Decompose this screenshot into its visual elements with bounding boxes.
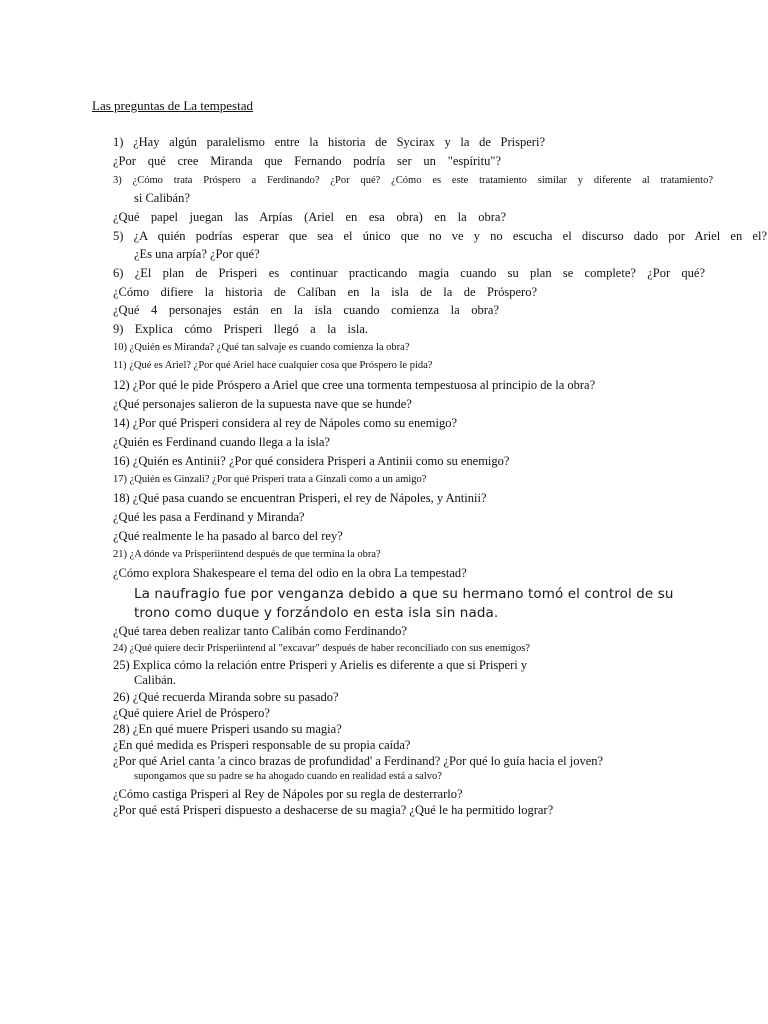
- question-19: ¿Qué les pasa a Ferdinand y Miranda?: [113, 510, 305, 524]
- question-25: 25) Explica cómo la relación entre Prisperi y Arielis es diferente a que si Prisperi y: [113, 658, 528, 672]
- question-24: 24) ¿Qué quiere decir Prisperiintend al "excavar" después de haber reconciliado con sus enemigos?: [113, 643, 531, 654]
- question-13: ¿Qué personajes salieron de la supuesta nave que se hunde?: [113, 397, 412, 411]
- question-18: 18) ¿Qué pasa cuando se encuentran Prisperi, el rey de Nápoles, y Antinii?: [113, 491, 487, 505]
- question-27: ¿Qué quiere Ariel de Próspero?: [113, 706, 270, 720]
- question-8: ¿Qué 4 personajes están en la isla cuando comienza la obra?: [113, 303, 499, 317]
- question-23: ¿Qué tarea deben realizar tanto Calibán como Ferdinando?: [113, 624, 407, 638]
- question-28: 28) ¿En qué muere Prisperi usando su magia?: [113, 722, 342, 736]
- handwritten-answer-line-1: La naufragio fue por venganza debido a que su hermano tomó el control de su: [134, 586, 674, 602]
- question-6: 6) ¿El plan de Prisperi es continuar practicando magia cuando su plan se complete? ¿Por qué?: [113, 266, 705, 280]
- question-3: 3) ¿Cómo trata Próspero a Ferdinando? ¿Por qué? ¿Cómo es este tratamiento similar y diferente al tratamiento?: [113, 175, 713, 186]
- question-16: 16) ¿Quién es Antinii? ¿Por qué considera Prisperi a Antinii como su enemigo?: [113, 454, 510, 468]
- question-29: ¿En qué medida es Prisperi responsable de su propia caída?: [113, 738, 411, 752]
- question-9: 9) Explica cómo Prisperi llegó a la isla.: [113, 322, 368, 336]
- question-2: ¿Por qué cree Miranda que Fernando podría ser un "espíritu"?: [113, 154, 501, 168]
- question-5: 5) ¿A quién podrías esperar que sea el único que no ve y no escucha el discurso dado por Ariel en el?: [113, 229, 767, 243]
- question-10: 10) ¿Quién es Miranda? ¿Qué tan salvaje es cuando comienza la obra?: [113, 342, 410, 353]
- question-11: 11) ¿Qué es Ariel? ¿Por qué Ariel hace cualquier cosa que Próspero le pida?: [113, 360, 433, 371]
- question-7: ¿Cómo difiere la historia de Calíban en la isla de la de Próspero?: [113, 285, 537, 299]
- handwritten-answer-line-2: trono como duque y forzándolo en esta isla sin nada.: [134, 605, 499, 621]
- question-26: 26) ¿Qué recuerda Miranda sobre su pasado?: [113, 690, 339, 704]
- question-4: ¿Qué papel juegan las Arpías (Ariel en esa obra) en la obra?: [113, 210, 506, 224]
- question-15: ¿Quién es Ferdinand cuando llega a la isla?: [113, 435, 330, 449]
- question-30: ¿Por qué Ariel canta 'a cinco brazas de profundidad' a Ferdinand? ¿Por qué lo guía hacia el joven?: [113, 754, 604, 768]
- question-32: ¿Por qué está Prisperi dispuesto a deshacerse de su magia? ¿Qué le ha permitido lograr?: [113, 803, 554, 817]
- question-31: ¿Cómo castiga Prisperi al Rey de Nápoles por su regla de desterrarlo?: [113, 787, 463, 801]
- page-title: Las preguntas de La tempestad: [92, 98, 253, 113]
- question-14: 14) ¿Por qué Prisperi considera al rey de Nápoles como su enemigo?: [113, 416, 457, 430]
- question-12: 12) ¿Por qué le pide Próspero a Ariel que cree una tormenta tempestuosa al principio de la obra?: [113, 378, 596, 392]
- question-21: 21) ¿A dónde va Prisperiintend después de que termina la obra?: [113, 549, 381, 560]
- question-17: 17) ¿Quién es Ginzali? ¿Por qué Prisperi trata a Ginzali como a un amigo?: [113, 474, 427, 485]
- question-5-cont: ¿Es una arpía? ¿Por qué?: [134, 247, 260, 261]
- question-30-cont: supongamos que su padre se ha ahogado cuando en realidad está a salvo?: [134, 771, 442, 782]
- question-20: ¿Qué realmente le ha pasado al barco del rey?: [113, 529, 343, 543]
- question-22: ¿Cómo explora Shakespeare el tema del odio en la obra La tempestad?: [113, 566, 467, 580]
- question-25-cont: Calibán.: [134, 673, 177, 687]
- question-3-cont: si Calibán?: [134, 191, 190, 205]
- question-1: 1) ¿Hay algún paralelismo entre la historia de Sycirax y la de Prisperi?: [113, 135, 545, 149]
